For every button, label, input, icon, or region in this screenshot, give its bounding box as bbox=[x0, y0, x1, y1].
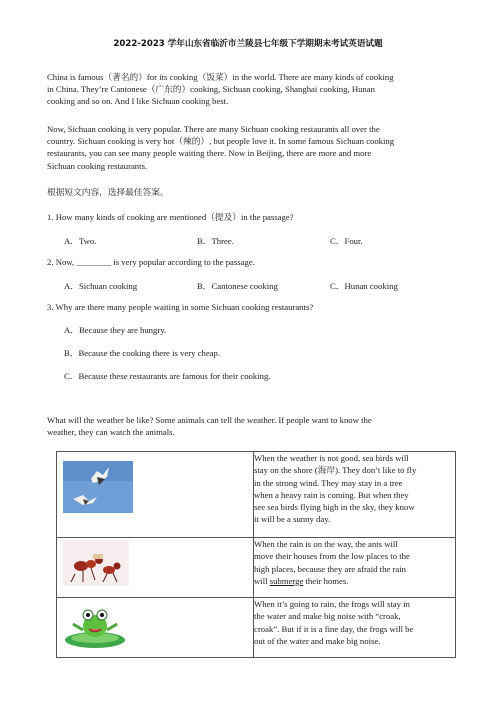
image-cell bbox=[57, 598, 254, 658]
question-stem: 1. How many kinds of cooking are mentioned（提及）in the passage? bbox=[47, 212, 294, 222]
sea-birds-image bbox=[63, 461, 133, 513]
animal-weather-table bbox=[56, 451, 456, 658]
text-line: high places, because they are afraid the rain bbox=[254, 563, 406, 574]
question-stem: 3. Why are there many people waiting in some Sichuan cooking restaurants? bbox=[47, 302, 314, 312]
text-line: When the weather is not good, sea birds will bbox=[254, 453, 409, 463]
table-row bbox=[57, 538, 456, 598]
option-a[interactable]: A．Sichuan cooking bbox=[64, 281, 138, 291]
text-line: Now, Sichuan cooking is very popular. There are many Sichuan cooking restaurants all over the bbox=[47, 124, 380, 134]
passage1-paragraph2 bbox=[47, 123, 455, 172]
text-line: see sea birds flying high in the sky, they know bbox=[254, 502, 415, 513]
text-line: China is famous（著名的）for its cooking（饭菜）in the world. There are many kinds of cooking bbox=[47, 72, 394, 82]
question-stem-text: 2. Now, ________ is very popular according to the passage. bbox=[47, 257, 255, 267]
option-c[interactable]: C．Four. bbox=[330, 236, 363, 246]
image-cell bbox=[57, 538, 254, 598]
text-line: cooking and so on. And I like Sichuan cooking best. bbox=[47, 96, 229, 107]
text-line: when a heavy rain is coming. But when they bbox=[254, 489, 409, 500]
option-a[interactable]: A．Because they are hungry. bbox=[64, 325, 167, 335]
option-c[interactable]: C．Hunan cooking bbox=[330, 281, 398, 291]
text-line: What will the weather be like? Some animals can tell the weather. If people want to know the bbox=[47, 415, 372, 425]
text-line: out of the water and make big noise. bbox=[254, 635, 381, 646]
text-line: the water and make big noise with “croak, bbox=[254, 611, 401, 622]
text-line: weather, they can watch the animals. bbox=[47, 427, 175, 438]
text-line: in China. They’re Cantonese（广东的）cooking, Sichuan cooking, Shanghai cooking, Hunan bbox=[47, 84, 375, 95]
text-line: in the strong wind. They may stay in a tree bbox=[254, 477, 403, 488]
page-title: 2022-2023 学年山东省临沂市兰陵县七年级下学期期末考试英语试题 bbox=[113, 39, 383, 49]
frog-image bbox=[59, 602, 131, 650]
option-b[interactable]: B．Cantonese cooking bbox=[197, 281, 278, 291]
table-row bbox=[57, 452, 456, 538]
table-row bbox=[57, 598, 456, 658]
option-c[interactable]: C．Because these restaurants are famous for their cooking. bbox=[64, 371, 271, 381]
text-line: Sichuan cooking restaurants. bbox=[47, 160, 148, 171]
question-stem bbox=[47, 256, 255, 268]
description-cell bbox=[254, 598, 456, 658]
passage2-intro bbox=[47, 414, 455, 438]
text-line: When the rain is on the way, the ants will bbox=[254, 539, 398, 549]
text-line: croak”. But if it is a fine day, the frogs will be bbox=[254, 623, 414, 634]
underlined-word: submerge bbox=[269, 575, 304, 586]
text-line: it will be a sunny day. bbox=[254, 514, 331, 525]
text-line bbox=[254, 575, 455, 587]
text-line: stay on the shore (海岸). They don’t like to fly bbox=[254, 465, 417, 476]
image-cell bbox=[57, 452, 254, 538]
description-cell bbox=[254, 538, 456, 598]
text-line: move their houses from the low places to the bbox=[254, 551, 410, 562]
text-line-part: will submerge their homes. bbox=[254, 575, 349, 586]
ants-image bbox=[63, 540, 129, 586]
text-line: restaurants, you can see many people waiting there. Now in Beijing, there are more and more bbox=[47, 148, 372, 159]
option-b[interactable]: B．Three. bbox=[197, 236, 234, 246]
text-line: country. Sichuan cooking is very hot（辣的）, but people love it. In some famous Sichuan cooking bbox=[47, 136, 395, 147]
passage1-paragraph1 bbox=[47, 71, 455, 108]
instruction: 根据短文内容，选择最佳答案。 bbox=[47, 187, 169, 197]
description-cell bbox=[254, 452, 456, 538]
option-b[interactable]: B．Because the cooking there is very cheap. bbox=[64, 348, 221, 358]
option-a[interactable]: A．Two. bbox=[64, 236, 97, 246]
text-line: When it’s going to rain, the frogs will stay in bbox=[254, 599, 410, 609]
